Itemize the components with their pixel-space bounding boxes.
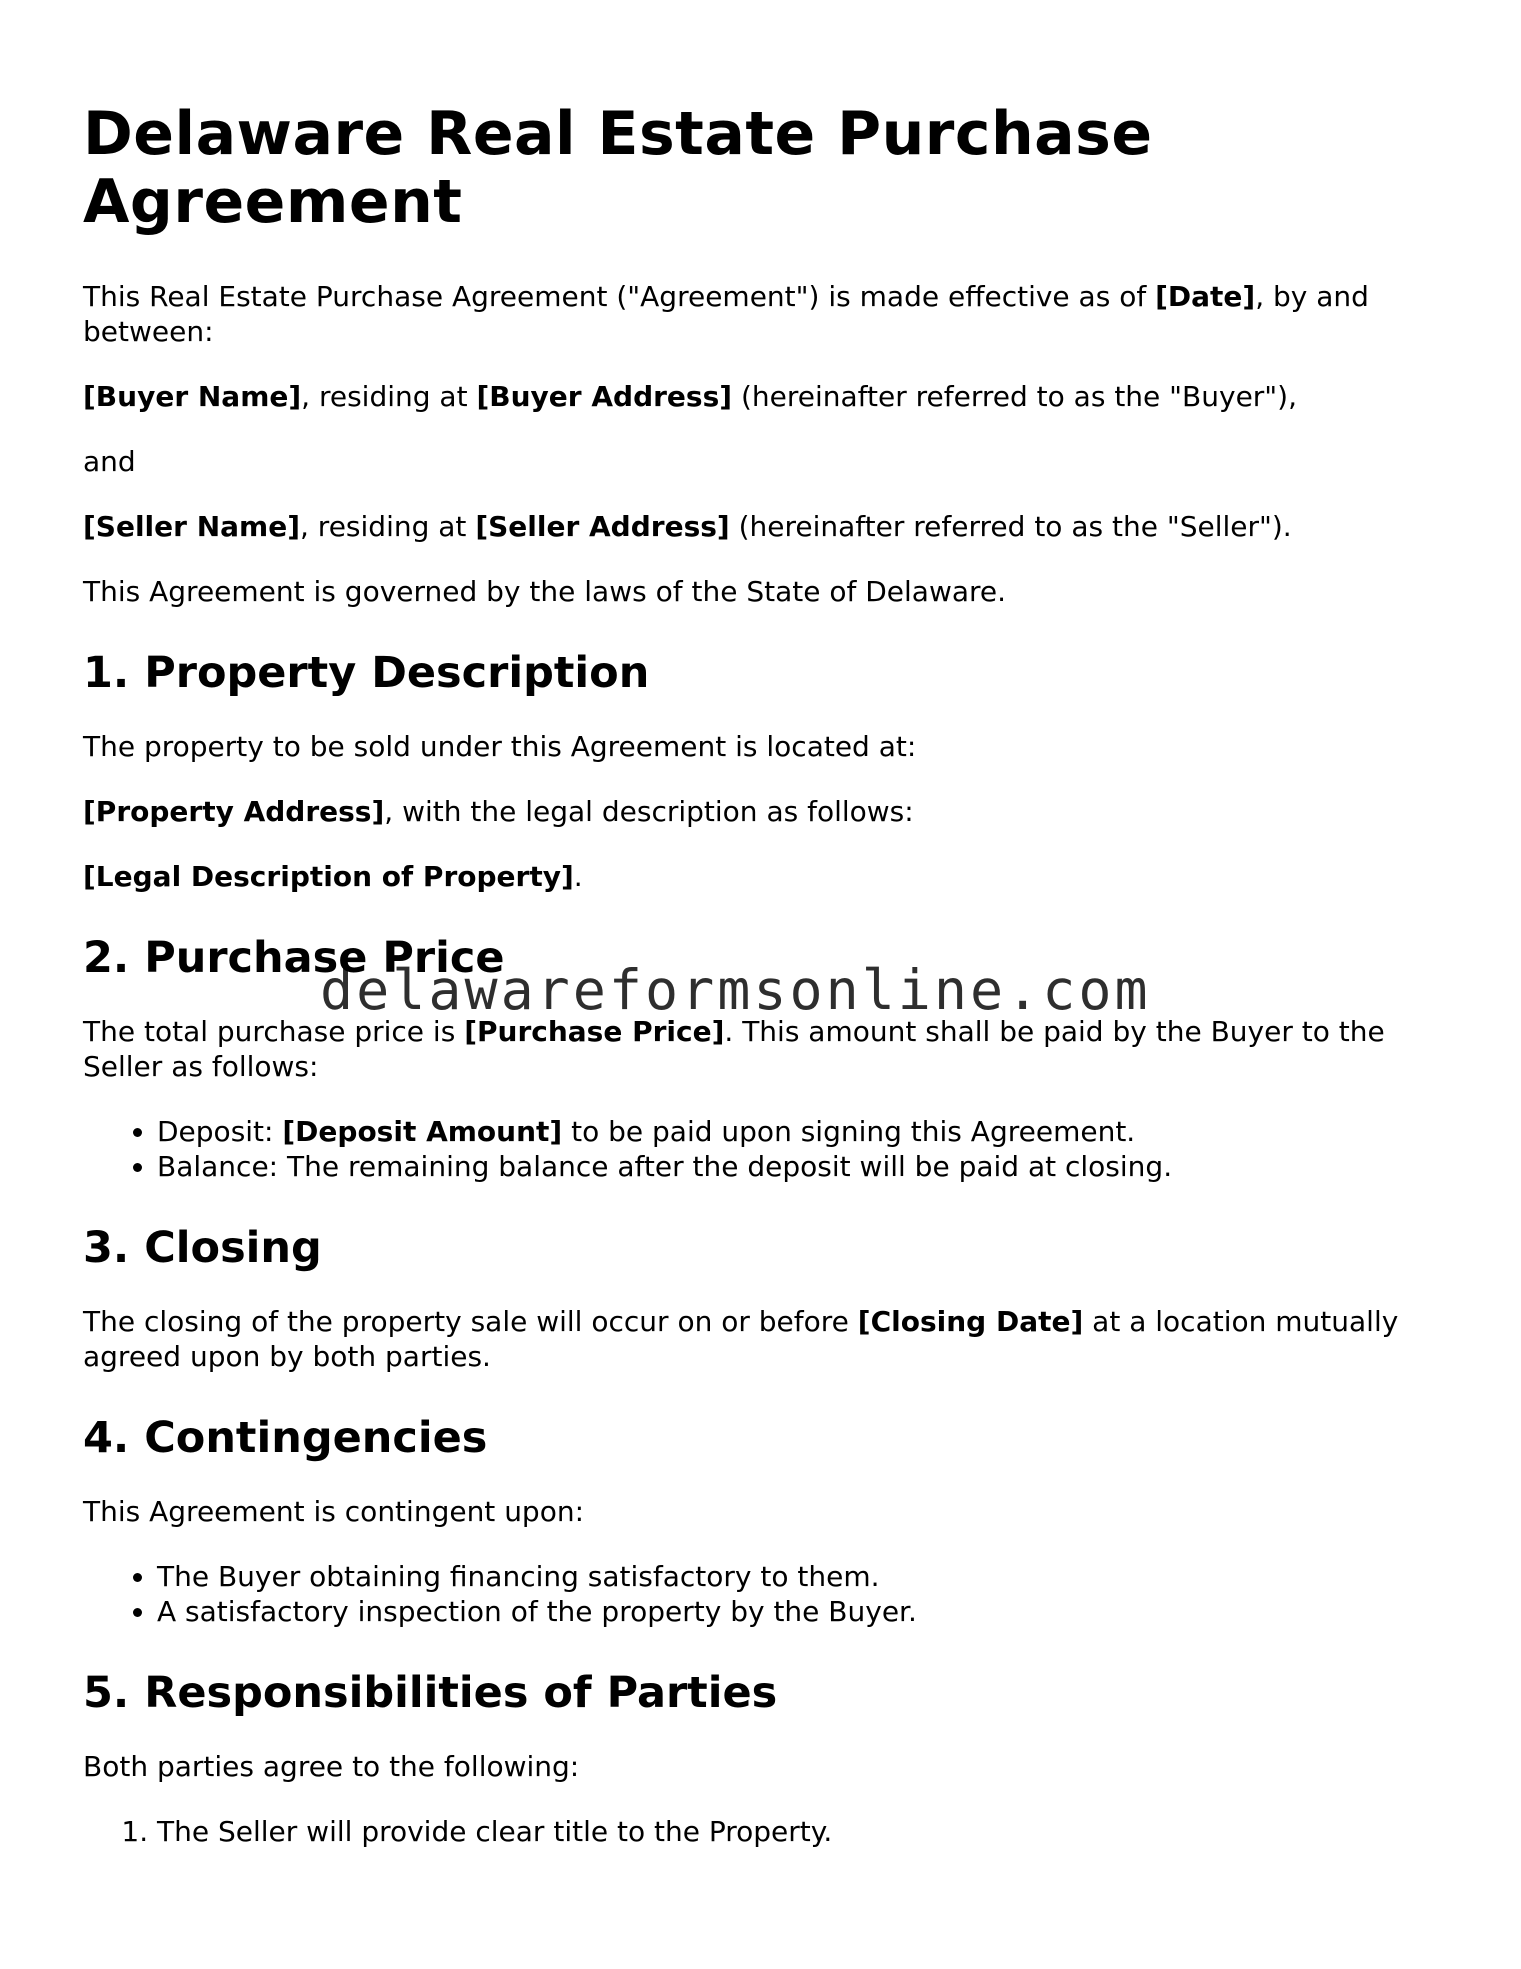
list-item: • Balance: The remaining balance after the deposit will be paid at closing.: [157, 1149, 1443, 1184]
date-placeholder: [Date]: [1155, 280, 1256, 313]
legal-description-end: .: [573, 860, 583, 893]
list-item: • The Buyer obtaining financing satisfactory to them.: [157, 1559, 1443, 1594]
intro-text: This Real Estate Purchase Agreement ("Agreement") is made effective as of: [83, 280, 1156, 313]
document-title: Delaware Real Estate Purchase Agreement: [83, 99, 1153, 237]
responsibilities-list: [83, 1814, 1443, 1849]
list-item: • A satisfactory inspection of the property by the Buyer.: [157, 1594, 1443, 1629]
buyer-text-end: (hereinafter referred to as the "Buyer"),: [732, 380, 1298, 413]
buyer-text: , residing at: [301, 380, 477, 413]
document-page: [83, 100, 1443, 1879]
closing-paragraph: [83, 1304, 1443, 1374]
section-heading-contingencies: 4. Contingencies: [83, 1413, 488, 1463]
contingencies-list: [83, 1559, 1443, 1629]
watermark: delawareformsonline.com: [320, 958, 1151, 1022]
deposit-amount-placeholder: [Deposit Amount]: [282, 1115, 563, 1148]
seller-address-placeholder: [Seller Address]: [475, 510, 730, 543]
section-heading-closing: 3. Closing: [83, 1223, 322, 1273]
property-address-paragraph: [83, 794, 1443, 829]
and-paragraph: and: [83, 445, 136, 478]
seller-text-end: (hereinafter referred to as the "Seller").: [729, 510, 1292, 543]
seller-text: , residing at: [300, 510, 476, 543]
section-heading-responsibilities: 5. Responsibilities of Parties: [83, 1668, 778, 1718]
responsibilities-paragraph: Both parties agree to the following:: [83, 1750, 580, 1783]
seller-name-placeholder: [Seller Name]: [83, 510, 300, 543]
list-item: [157, 1114, 1443, 1149]
payment-list: [83, 1114, 1443, 1184]
buyer-address-placeholder: [Buyer Address]: [476, 380, 733, 413]
price-text: The total purchase price is: [83, 1015, 465, 1048]
price-text-end: . This amount shall be paid by the Buyer to the Seller as follows:: [83, 1015, 1385, 1083]
purchase-price-placeholder: [Purchase Price]: [464, 1015, 725, 1048]
deposit-label: Deposit:: [157, 1115, 283, 1148]
property-address-placeholder: [Property Address]: [83, 795, 385, 828]
list-item: 1. The Seller will provide clear title to the Property.: [157, 1814, 1443, 1849]
property-location-paragraph: The property to be sold under this Agreement is located at:: [83, 730, 917, 763]
governed-paragraph: This Agreement is governed by the laws of the State of Delaware.: [83, 575, 1007, 608]
buyer-paragraph: [83, 379, 1443, 414]
property-address-text: , with the legal description as follows:: [384, 795, 914, 828]
section-heading-property: 1. Property Description: [83, 648, 650, 698]
seller-paragraph: [83, 509, 1443, 544]
section-heading-purchase-price: 2. Purchase Price: [83, 933, 505, 983]
intro-paragraph: [83, 279, 1443, 349]
contingencies-paragraph: This Agreement is contingent upon:: [83, 1495, 585, 1528]
purchase-price-paragraph: [83, 1014, 1443, 1084]
intro-text-end: , by and between:: [83, 280, 1369, 348]
buyer-name-placeholder: [Buyer Name]: [83, 380, 302, 413]
legal-description-paragraph: [83, 859, 1443, 894]
closing-text: The closing of the property sale will occur on or before: [83, 1305, 858, 1338]
legal-description-placeholder: [Legal Description of Property]: [83, 860, 574, 893]
deposit-text: to be paid upon signing this Agreement.: [562, 1115, 1136, 1148]
closing-date-placeholder: [Closing Date]: [857, 1305, 1084, 1338]
closing-text-end: at a location mutually agreed upon by both parties.: [83, 1305, 1399, 1373]
